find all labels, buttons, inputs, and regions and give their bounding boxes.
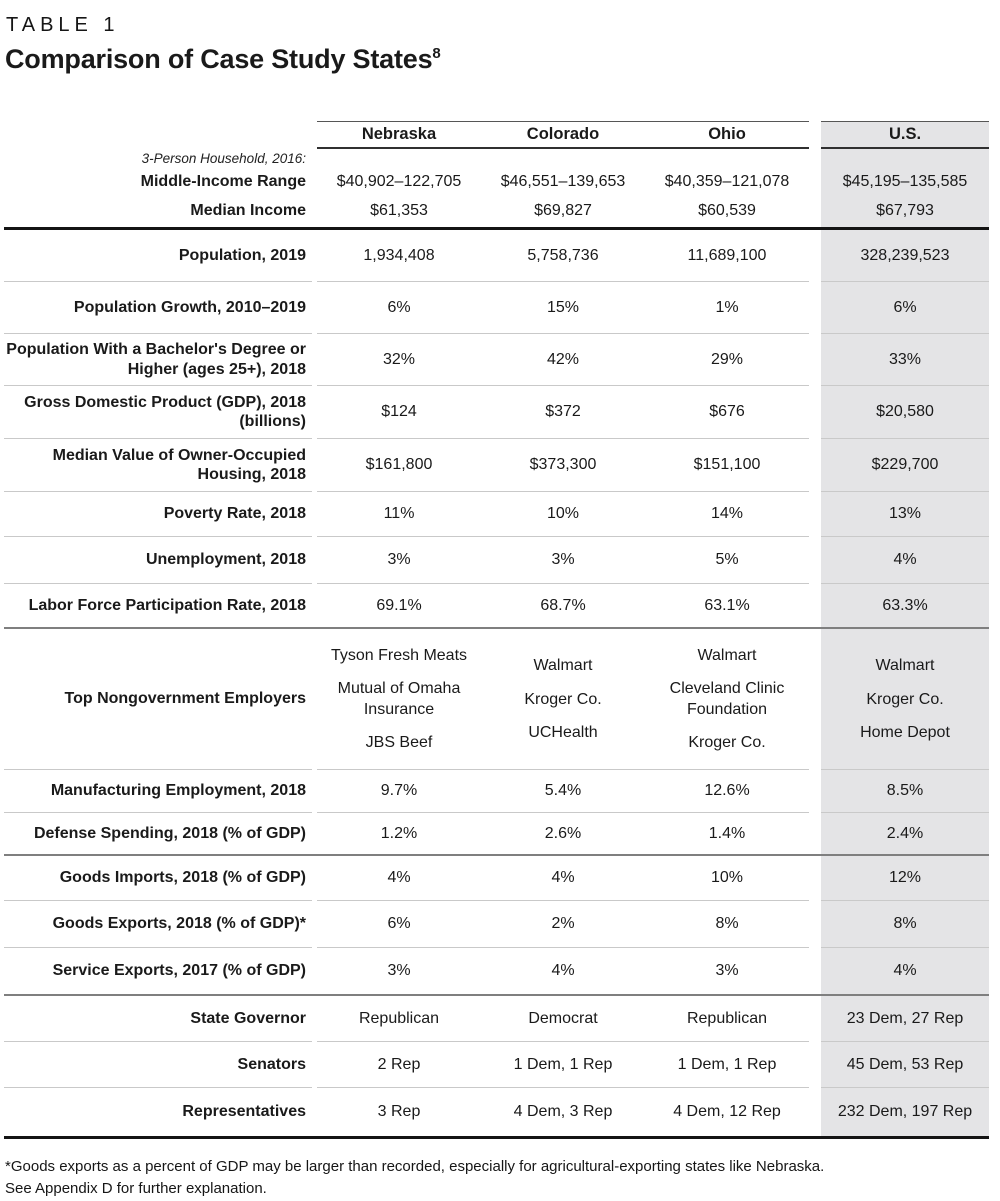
table-row-population-growth [4,281,989,333]
column-gap [809,1041,821,1087]
cell-nebraska-representatives: 3 Rep [377,1103,421,1121]
footnote [5,1156,990,1200]
table-row-poverty-rate [4,491,989,536]
table-row-middle-income-range [4,169,989,195]
footnote-marker: 8 [432,45,441,62]
cell-ohio-population-growth: 1% [715,298,739,316]
row-label-population-2019: Population, 2019 [178,246,306,264]
state-values-labor-force-participation [317,583,809,627]
cell-nebraska-median-home-value: $161,800 [365,456,433,474]
state-values-unemployment [317,536,809,583]
column-gap [809,385,821,438]
cell-us-manufacturing-employment: 8.5% [821,769,989,812]
table-header-row [4,121,989,149]
cell-us-unemployment: 4% [821,536,989,583]
column-header-us: U.S. [821,121,989,149]
state-values-goods-imports [317,856,809,900]
table-row-service-exports [4,947,989,994]
cell-nebraska-income-note [317,149,481,169]
state-values-service-exports [317,947,809,994]
cell-colorado-goods-exports: 2% [551,915,575,933]
cell-us-representatives: 232 Dem, 197 Rep [821,1087,989,1136]
column-gap [809,947,821,994]
column-gap [809,121,821,149]
header-label-spacer [4,121,312,149]
cell-us-gdp-2018: $20,580 [821,385,989,438]
state-values-poverty-rate [317,491,809,536]
cell-colorado-manufacturing-employment: 5.4% [544,782,582,800]
row-label-labor-force-participation: Labor Force Participation Rate, 2018 [4,583,312,627]
column-gap [809,900,821,947]
table-row-bachelors-degree [4,333,989,385]
cell-colorado-unemployment: 3% [551,551,575,569]
state-values-population-2019 [317,230,809,281]
cell-nebraska-poverty-rate: 11% [383,505,415,523]
state-values-median-home-value [317,438,809,491]
table-row-unemployment [4,536,989,583]
state-values-representatives [317,1087,809,1136]
row-label-top-employers: Top Nongovernment Employers [64,690,306,708]
table-row-senators [4,1041,989,1087]
page-title [5,44,990,75]
cell-colorado-senators: 1 Dem, 1 Rep [513,1055,613,1073]
cell-us-middle-income-range: $45,195–135,585 [821,169,989,195]
cell-nebraska-population-growth: 6% [387,298,411,316]
employer-name: JBS Beef [365,734,433,752]
employer-name: Home Depot [860,723,950,741]
cell-us-goods-exports: 8% [821,900,989,947]
cell-us-bachelors-degree: 33% [821,333,989,385]
page-title-text: Comparison of Case Study States [5,44,433,74]
state-values-population-growth [317,281,809,333]
row-label-manufacturing-employment: Manufacturing Employment, 2018 [4,769,312,812]
row-label-median-home-value: Median Value of Owner-Occupied Housing, 2018 [4,438,312,491]
table-row-median-home-value [4,438,989,491]
row-label-median-income: Median Income [190,202,306,220]
title-block [4,14,990,75]
row-label-state-governor: State Governor [190,1009,306,1027]
column-gap [809,281,821,333]
state-header-group [317,121,809,149]
cell-ohio-goods-imports: 10% [710,869,744,887]
state-values-bachelors-degree [317,333,809,385]
cell-us-top-employers [821,629,989,769]
table-row-goods-imports [4,854,989,900]
cell-us-goods-imports: 12% [821,856,989,900]
employer-name: Kroger Co. [524,690,602,708]
column-gap [809,583,821,627]
row-label-goods-exports: Goods Exports, 2018 (% of GDP)* [4,900,312,947]
cell-ohio-representatives: 4 Dem, 12 Rep [673,1103,781,1121]
column-gap [809,169,821,195]
cell-colorado-labor-force-participation: 68.7% [540,596,586,614]
cell-us-state-governor: 23 Dem, 27 Rep [821,996,989,1041]
column-gap [809,195,821,227]
cell-nebraska-bachelors-degree: 32% [382,350,416,368]
cell-us-population-2019: 328,239,523 [821,230,989,281]
cell-ohio-service-exports: 3% [715,962,739,980]
cell-nebraska-manufacturing-employment: 9.7% [380,782,418,800]
column-header-ohio: Ohio [708,125,746,143]
state-values-median-income [317,195,809,227]
row-label-service-exports: Service Exports, 2017 (% of GDP) [4,947,312,994]
column-gap [809,333,821,385]
cell-us-income-note [821,149,989,169]
table-number-label: TABLE 1 [6,14,120,36]
cell-us-median-income: $67,793 [821,195,989,227]
column-gap [809,438,821,491]
column-header-colorado: Colorado [526,125,600,143]
table-row-representatives [4,1087,989,1136]
cell-ohio-manufacturing-employment: 12.6% [704,782,750,800]
comparison-table [4,121,989,1139]
row-label-defense-spending: Defense Spending, 2018 (% of GDP) [4,812,312,854]
cell-nebraska-labor-force-participation: 69.1% [376,596,422,614]
cell-ohio-income-note [645,149,809,169]
cell-ohio-senators: 1 Dem, 1 Rep [677,1055,777,1073]
column-gap [809,536,821,583]
cell-colorado-population-growth: 15% [546,298,580,316]
table-row-manufacturing-employment [4,769,989,812]
column-gap [809,230,821,281]
column-gap [809,629,821,769]
cell-ohio-state-governor: Republican [686,1009,768,1027]
state-values-gdp-2018 [317,385,809,438]
employer-name: Walmart [533,657,593,675]
table-row-gdp-2018 [4,385,989,438]
cell-us-poverty-rate: 13% [821,491,989,536]
cell-ohio-top-employers [645,629,809,769]
state-values-state-governor [317,996,809,1041]
table-row-goods-exports [4,900,989,947]
cell-ohio-unemployment: 5% [715,551,739,569]
cell-nebraska-middle-income-range: $40,902–122,705 [336,173,462,191]
row-label-population-growth: Population Growth, 2010–2019 [4,281,312,333]
column-gap [809,491,821,536]
table-row-labor-force-participation [4,583,989,627]
employer-name: Walmart [697,646,757,664]
footnote-line-1: *Goods exports as a percent of GDP may be larger than recorded, especially for agricultural-exporting states like Nebraska. [5,1158,825,1176]
row-label-unemployment: Unemployment, 2018 [4,536,312,583]
cell-nebraska-defense-spending: 1.2% [380,824,418,842]
row-label-income-note: 3-Person Household, 2016: [141,150,306,166]
cell-colorado-median-home-value: $373,300 [529,456,597,474]
cell-colorado-top-employers [481,629,645,769]
row-label-senators: Senators [4,1041,312,1087]
cell-nebraska-population-2019: 1,934,408 [363,246,435,264]
column-gap [809,812,821,854]
cell-nebraska-unemployment: 3% [387,551,411,569]
employer-name: Mutual of Omaha Insurance [337,679,461,719]
cell-ohio-median-income: $60,539 [698,202,756,220]
table-row-income-note [4,149,989,169]
column-gap [809,1087,821,1136]
cell-nebraska-top-employers [317,629,481,769]
column-header-nebraska: Nebraska [361,125,437,143]
cell-nebraska-senators: 2 Rep [377,1055,421,1073]
employer-name: Cleveland Clinic Foundation [669,679,785,719]
cell-us-median-home-value: $229,700 [821,438,989,491]
cell-us-defense-spending: 2.4% [821,812,989,854]
cell-ohio-poverty-rate: 14% [710,505,744,523]
state-values-defense-spending [317,812,809,854]
cell-ohio-goods-exports: 8% [715,915,739,933]
column-gap [809,769,821,812]
row-label-middle-income-range: Middle-Income Range [140,173,306,191]
cell-colorado-income-note [481,149,645,169]
cell-colorado-defense-spending: 2.6% [544,824,582,842]
state-values-income-note [317,149,809,169]
state-values-manufacturing-employment [317,769,809,812]
table-row-top-employers [4,627,989,769]
column-gap [809,149,821,169]
footnote-line-2: See Appendix D for further explanation. [5,1179,267,1197]
table-row-state-governor [4,994,989,1041]
cell-colorado-median-income: $69,827 [534,202,592,220]
employer-name: UCHealth [528,723,598,741]
employer-name: Kroger Co. [688,734,766,752]
cell-nebraska-median-income: $61,353 [370,202,428,220]
table-row-median-income [4,195,989,227]
cell-ohio-gdp-2018: $676 [709,403,745,421]
cell-colorado-poverty-rate: 10% [546,505,580,523]
employer-name: Tyson Fresh Meats [330,646,468,664]
cell-colorado-goods-imports: 4% [551,869,575,887]
cell-colorado-service-exports: 4% [551,962,575,980]
state-values-goods-exports [317,900,809,947]
cell-nebraska-state-governor: Republican [358,1009,440,1027]
column-gap [809,996,821,1041]
cell-colorado-population-2019: 5,758,736 [527,246,599,264]
table-body [4,149,989,1136]
cell-ohio-population-2019: 11,689,100 [687,246,767,264]
state-values-top-employers [317,629,809,769]
row-label-gdp-2018: Gross Domestic Product (GDP), 2018 (billions) [4,385,312,438]
state-values-senators [317,1041,809,1087]
cell-ohio-median-home-value: $151,100 [693,456,761,474]
cell-colorado-bachelors-degree: 42% [546,350,580,368]
cell-ohio-middle-income-range: $40,359–121,078 [664,173,790,191]
cell-colorado-state-governor: Democrat [528,1009,598,1027]
cell-nebraska-goods-exports: 6% [387,915,411,933]
cell-us-service-exports: 4% [821,947,989,994]
row-label-poverty-rate: Poverty Rate, 2018 [4,491,312,536]
state-values-middle-income-range [317,169,809,195]
cell-us-population-growth: 6% [821,281,989,333]
employer-name: Walmart [875,657,935,675]
cell-us-senators: 45 Dem, 53 Rep [821,1041,989,1087]
cell-colorado-middle-income-range: $46,551–139,653 [500,173,626,191]
row-label-goods-imports: Goods Imports, 2018 (% of GDP) [59,869,306,887]
table-row-population-2019 [4,227,989,281]
row-label-bachelors-degree: Population With a Bachelor's Degree or Higher (ages 25+), 2018 [4,333,312,385]
cell-nebraska-gdp-2018: $124 [381,403,417,421]
row-label-representatives: Representatives [4,1087,312,1136]
column-gap [809,856,821,900]
cell-colorado-gdp-2018: $372 [545,403,581,421]
cell-colorado-representatives: 4 Dem, 3 Rep [513,1103,613,1121]
cell-us-labor-force-participation: 63.3% [821,583,989,627]
cell-ohio-defense-spending: 1.4% [708,824,746,842]
employer-name: Kroger Co. [866,690,944,708]
cell-ohio-bachelors-degree: 29% [710,350,744,368]
cell-nebraska-service-exports: 3% [387,962,411,980]
table-row-defense-spending [4,812,989,854]
cell-ohio-labor-force-participation: 63.1% [704,596,750,614]
cell-nebraska-goods-imports: 4% [387,869,411,887]
